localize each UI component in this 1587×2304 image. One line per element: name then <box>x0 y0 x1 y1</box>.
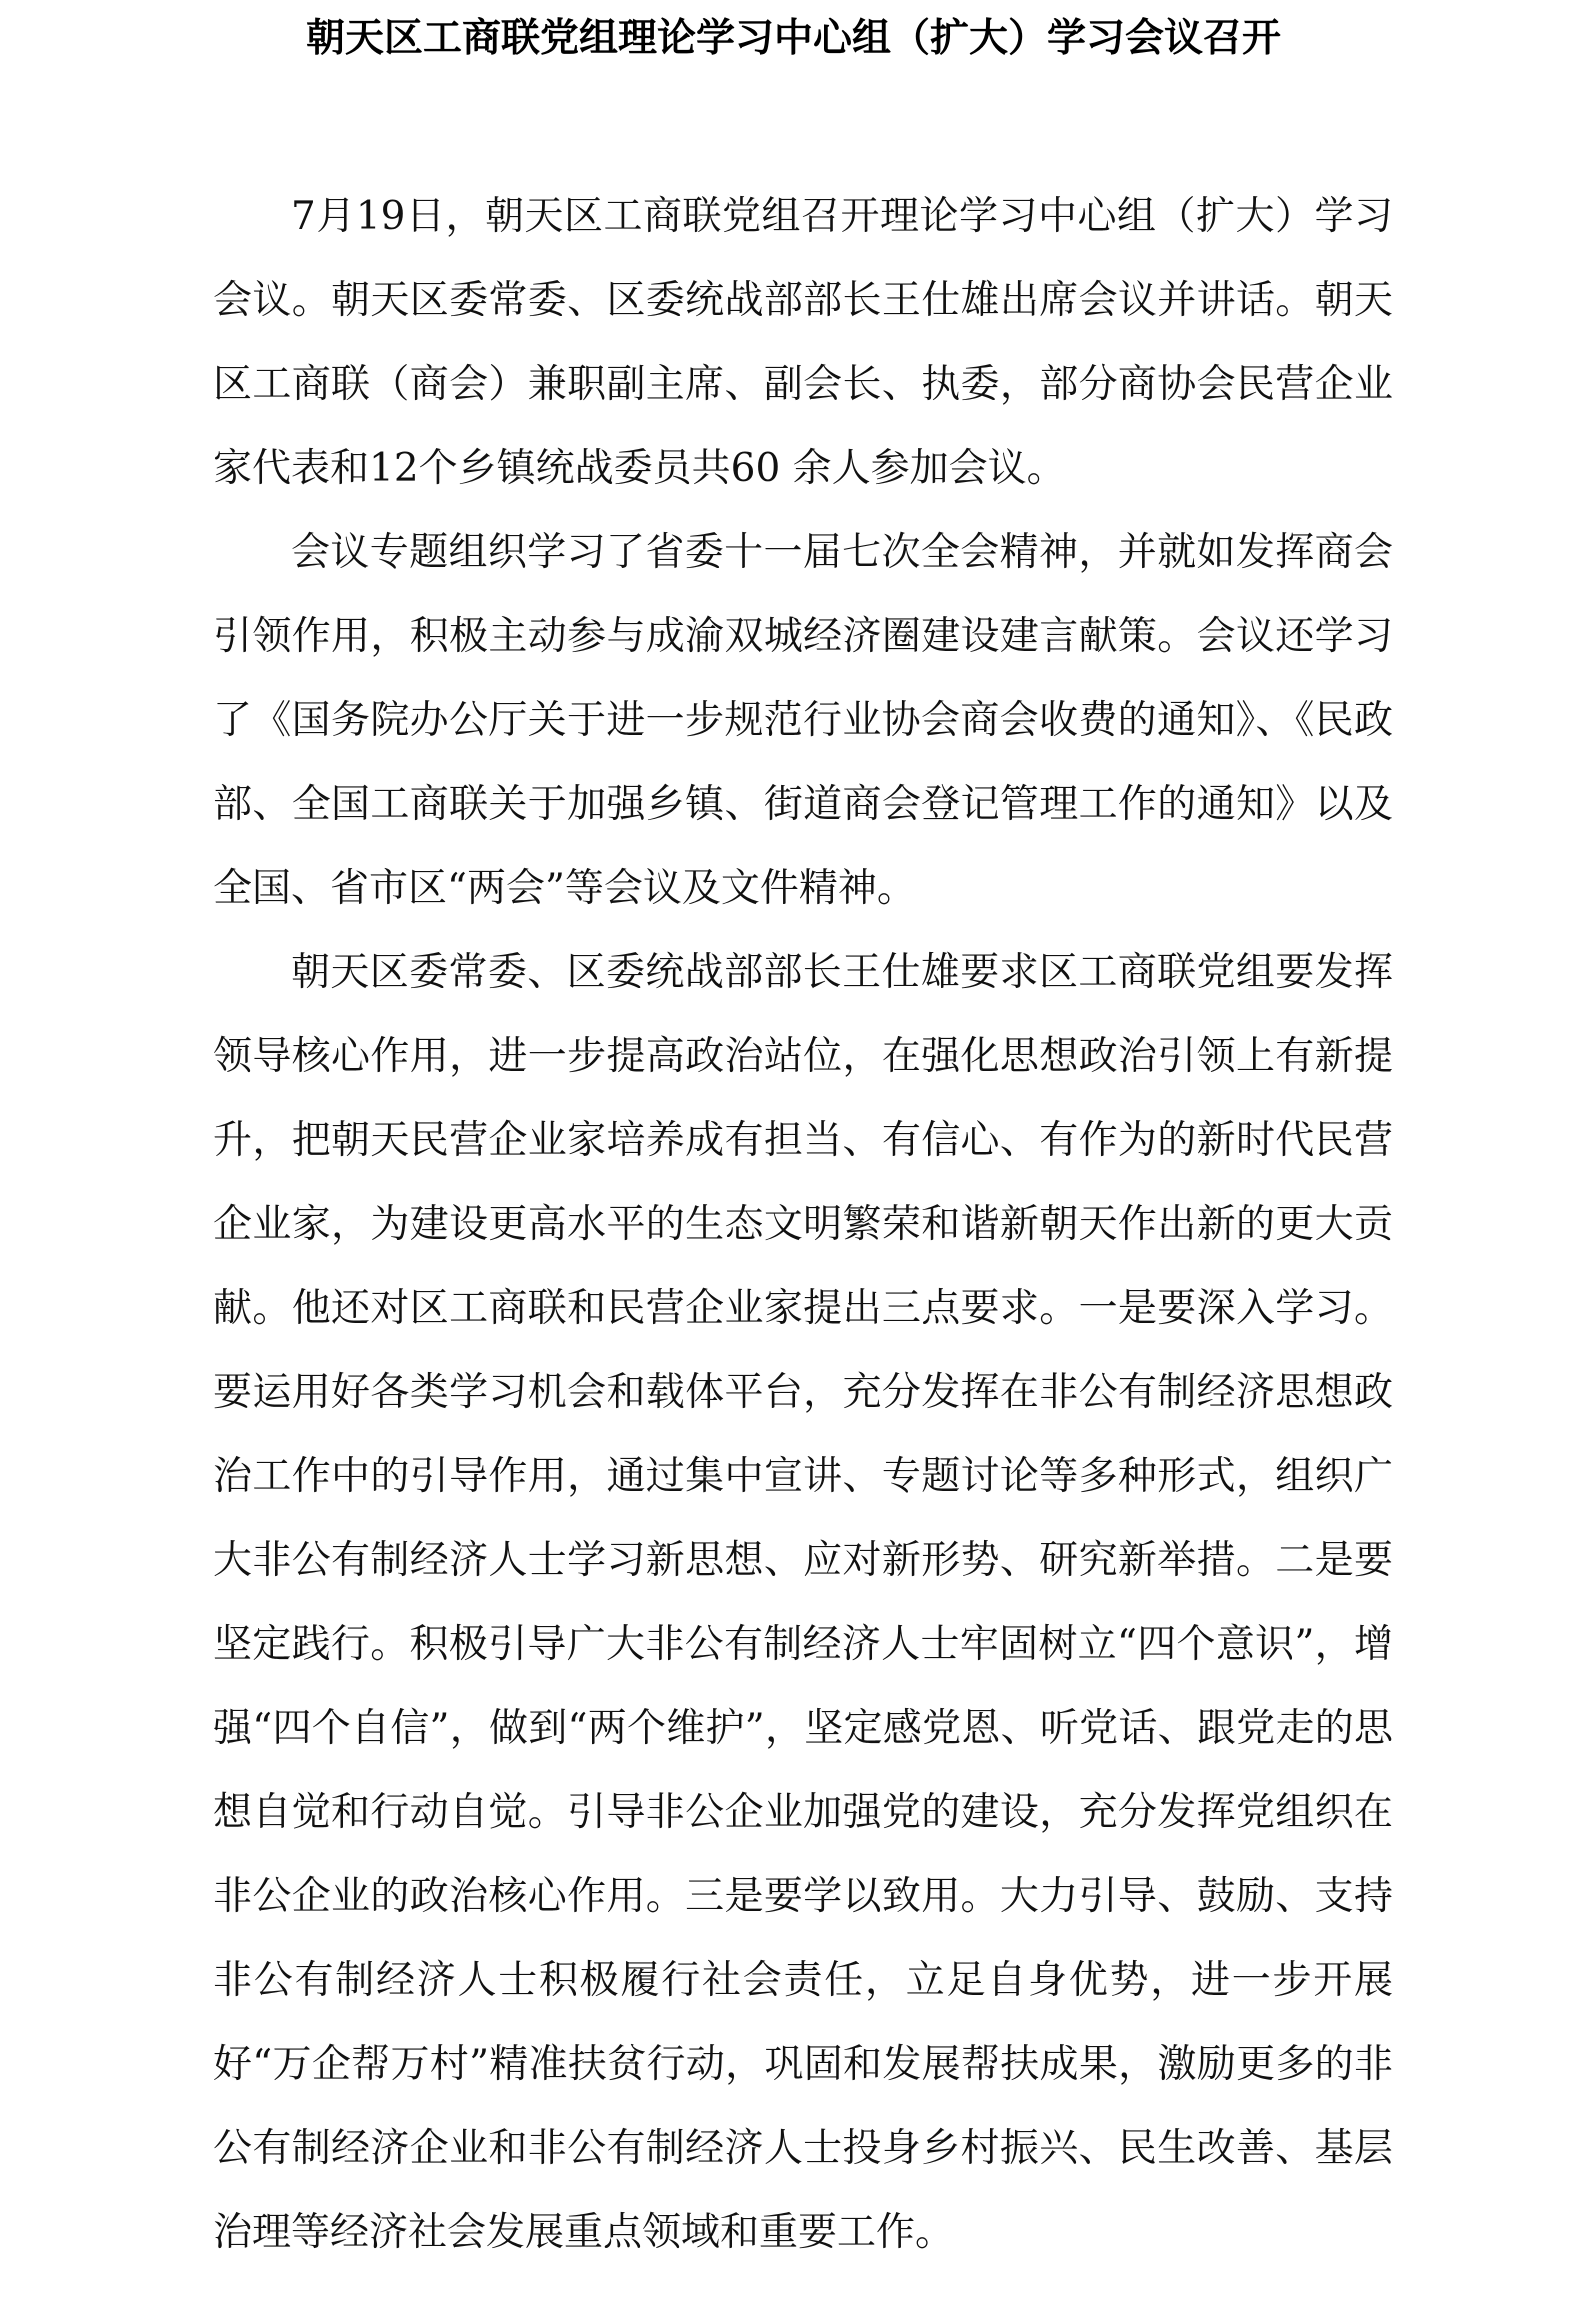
document-body <box>213 175 1393 2275</box>
document-title: 朝天区工商联党组理论学习中心组（扩大）学习会议召开 <box>305 15 1281 61</box>
paragraph-3: 朝天区委常委、区委统战部部长王仕雄要求区工商联党组要发挥领导核心作用，进一步提高政治站位，在强化思想政治引领上有新提升，把朝天民营企业家培养成有担当、有信心、有作为的新时代民营企业家，为建设更高水平的生态文明繁荣和谐新朝天作出新的更大贡献。他还对区工商联和民营企业家提出三点要求。一是要深入学习。要运用好各类学习机会和载体平台，充分发挥在非公有制经济思想政治工作中的引导作用，通过集中宣讲、专题讨论等多种形式，组织广大非公有制经济人士学习新思想、应对新形势、研究新举措。二是要坚定践行。积极引导广大非公有制经济人士牢固树立“四个意识”，增强“四个自信”，做到“两个维护”，坚定感党恩、听党话、跟党走的思想自觉和行动自觉。引导非公企业加强党的建设，充分发挥党组织在非公企业的政治核心作用。三是要学以致用。大力引导、鼓励、支持非公有制经济人士积极履行社会责任，立足自身优势，进一步开展好“万企帮万村”精准扶贫行动，巩固和发展帮扶成果，激励更多的非公有制经济企业和非公有制经济人士投身乡村振兴、民生改善、基层治理等经济社会发展重点领域和重要工作。 <box>213 950 1393 2255</box>
paragraph-1: 7月19日，朝天区工商联党组召开理论学习中心组（扩大）学习会议。朝天区委常委、区委统战部部长王仕雄出席会议并讲话。朝天区工商联（商会）兼职副主席、副会长、执委，部分商协会民营企业家代表和12个乡镇统战委员共60 余人参加会议。 <box>213 194 1393 491</box>
paragraph-2: 会议专题组织学习了省委十一届七次全会精神，并就如发挥商会引领作用，积极主动参与成渝双城经济圈建设建言献策。会议还学习了《国务院办公厅关于进一步规范行业协会商会收费的通知》、《民政部、全国工商联关于加强乡镇、街道商会登记管理工作的通知》以及全国、省市区“两会”等会议及文件精神。 <box>213 530 1393 911</box>
